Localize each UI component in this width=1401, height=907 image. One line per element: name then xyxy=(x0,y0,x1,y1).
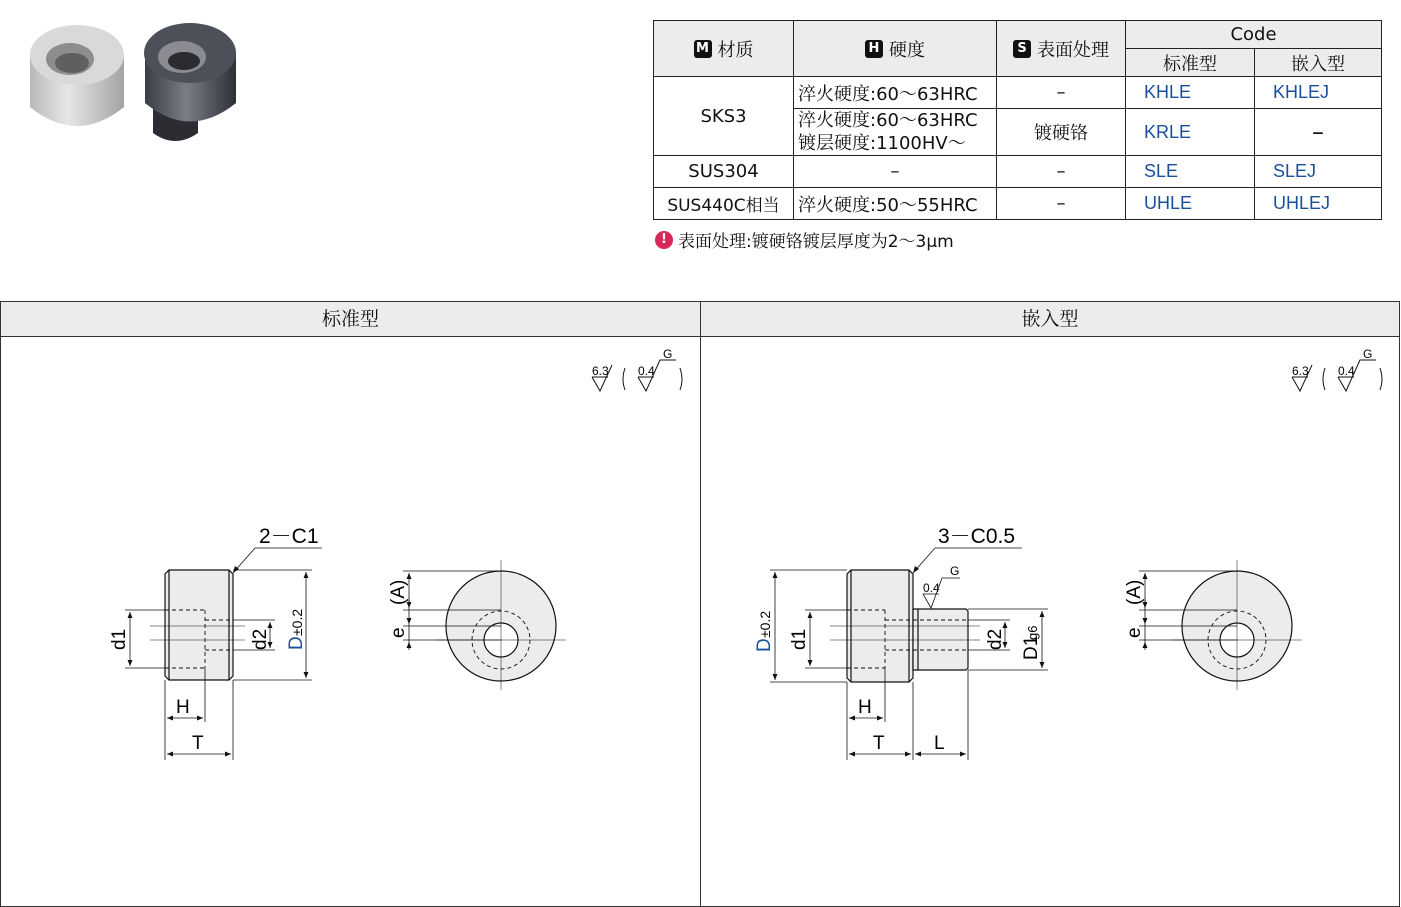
dim-d: D xyxy=(286,636,307,650)
header-hardness: H 硬度 xyxy=(794,21,997,77)
surface-cell: – xyxy=(997,156,1126,188)
code-embedded-uhlej[interactable]: UHLEJ xyxy=(1255,188,1382,220)
roughness-main: 6.3 xyxy=(592,364,609,378)
material-cell: SUS304 xyxy=(654,156,794,188)
material-badge-icon: M xyxy=(694,40,712,58)
material-cell: SUS440C相当 xyxy=(654,188,794,220)
fit-roughness: 0.4 xyxy=(923,581,940,595)
dim-t: T xyxy=(192,733,204,754)
dim-d1-shaft: D1 xyxy=(1021,635,1042,660)
dim-d2: d2 xyxy=(985,628,1006,650)
surface-cell: – xyxy=(997,77,1126,109)
standard-front-view xyxy=(436,560,566,690)
roughness-alt: 0.4 xyxy=(1338,364,1355,378)
code-embedded-none: – xyxy=(1255,109,1382,156)
dim-l: L xyxy=(934,733,945,754)
code-standard-krle[interactable]: KRLE xyxy=(1126,109,1255,156)
dim-t: T xyxy=(873,733,885,754)
standard-drawing xyxy=(0,338,700,906)
dim-h: H xyxy=(858,697,872,718)
chamfer-label: 2－C1 xyxy=(259,525,319,548)
roughness-grind: G xyxy=(1363,347,1373,361)
dim-d2: d2 xyxy=(250,628,271,650)
embedded-side-view xyxy=(830,570,980,682)
dim-a: (A) xyxy=(388,579,409,605)
header-embedded: 嵌入型 xyxy=(1255,49,1382,77)
surface-badge-icon: S xyxy=(1013,40,1031,58)
hardness-cell: 淬火硬度:60〜63HRC xyxy=(794,77,997,109)
header-surface: S 表面处理 xyxy=(997,21,1126,77)
dim-d-tol: ±0.2 xyxy=(289,608,305,636)
product-photos xyxy=(20,15,255,150)
panel-title-embedded: 嵌入型 xyxy=(701,302,1399,337)
code-embedded-khlej[interactable]: KHLEJ xyxy=(1255,77,1382,109)
header-material: M 材质 xyxy=(654,21,794,77)
chamfer-label: 3－C0.5 xyxy=(938,525,1016,548)
code-standard-sle[interactable]: SLE xyxy=(1126,156,1255,188)
code-embedded-slej[interactable]: SLEJ xyxy=(1255,156,1382,188)
hardness-badge-icon: H xyxy=(865,40,883,58)
surface-note xyxy=(655,227,954,252)
embedded-drawing xyxy=(701,338,1400,906)
dim-a: (A) xyxy=(1124,579,1145,605)
dim-g6: g6 xyxy=(1025,625,1040,640)
spec-table xyxy=(653,20,1382,220)
code-standard-khle[interactable]: KHLE xyxy=(1126,77,1255,109)
roughness-main: 6.3 xyxy=(1292,364,1309,378)
roughness-grind: G xyxy=(663,347,673,361)
embedded-front-view xyxy=(1172,560,1302,690)
roughness-alt: 0.4 xyxy=(638,364,655,378)
embedded-photo xyxy=(144,23,236,141)
hardness-cell: 淬火硬度:60〜63HRC 镀层硬度:1100HV〜 xyxy=(794,109,997,156)
code-standard-uhle[interactable]: UHLE xyxy=(1126,188,1255,220)
alert-icon: ! xyxy=(655,231,673,249)
surface-cell: – xyxy=(997,188,1126,220)
dim-h: H xyxy=(176,697,190,718)
note-text: 表面处理:镀硬铬镀层厚度为2〜3μm xyxy=(678,232,954,252)
dim-e: e xyxy=(1124,627,1145,638)
surface-cell: 镀硬铬 xyxy=(997,109,1126,156)
dim-d-tol: ±0.2 xyxy=(757,610,773,638)
hardness-cell: 淬火硬度:50〜55HRC xyxy=(794,188,997,220)
dim-d1: d1 xyxy=(789,628,810,650)
dim-d1: d1 xyxy=(109,628,130,650)
hardness-cell: – xyxy=(794,156,997,188)
dim-e: e xyxy=(388,627,409,638)
standard-photo xyxy=(30,25,124,126)
panel-title-standard: 标准型 xyxy=(1,302,700,337)
dim-d: D xyxy=(754,638,775,652)
header-code: Code xyxy=(1126,21,1382,49)
fit-grind: G xyxy=(950,564,960,578)
standard-side-view xyxy=(150,570,245,680)
header-standard: 标准型 xyxy=(1126,49,1255,77)
material-cell: SKS3 xyxy=(654,77,794,156)
